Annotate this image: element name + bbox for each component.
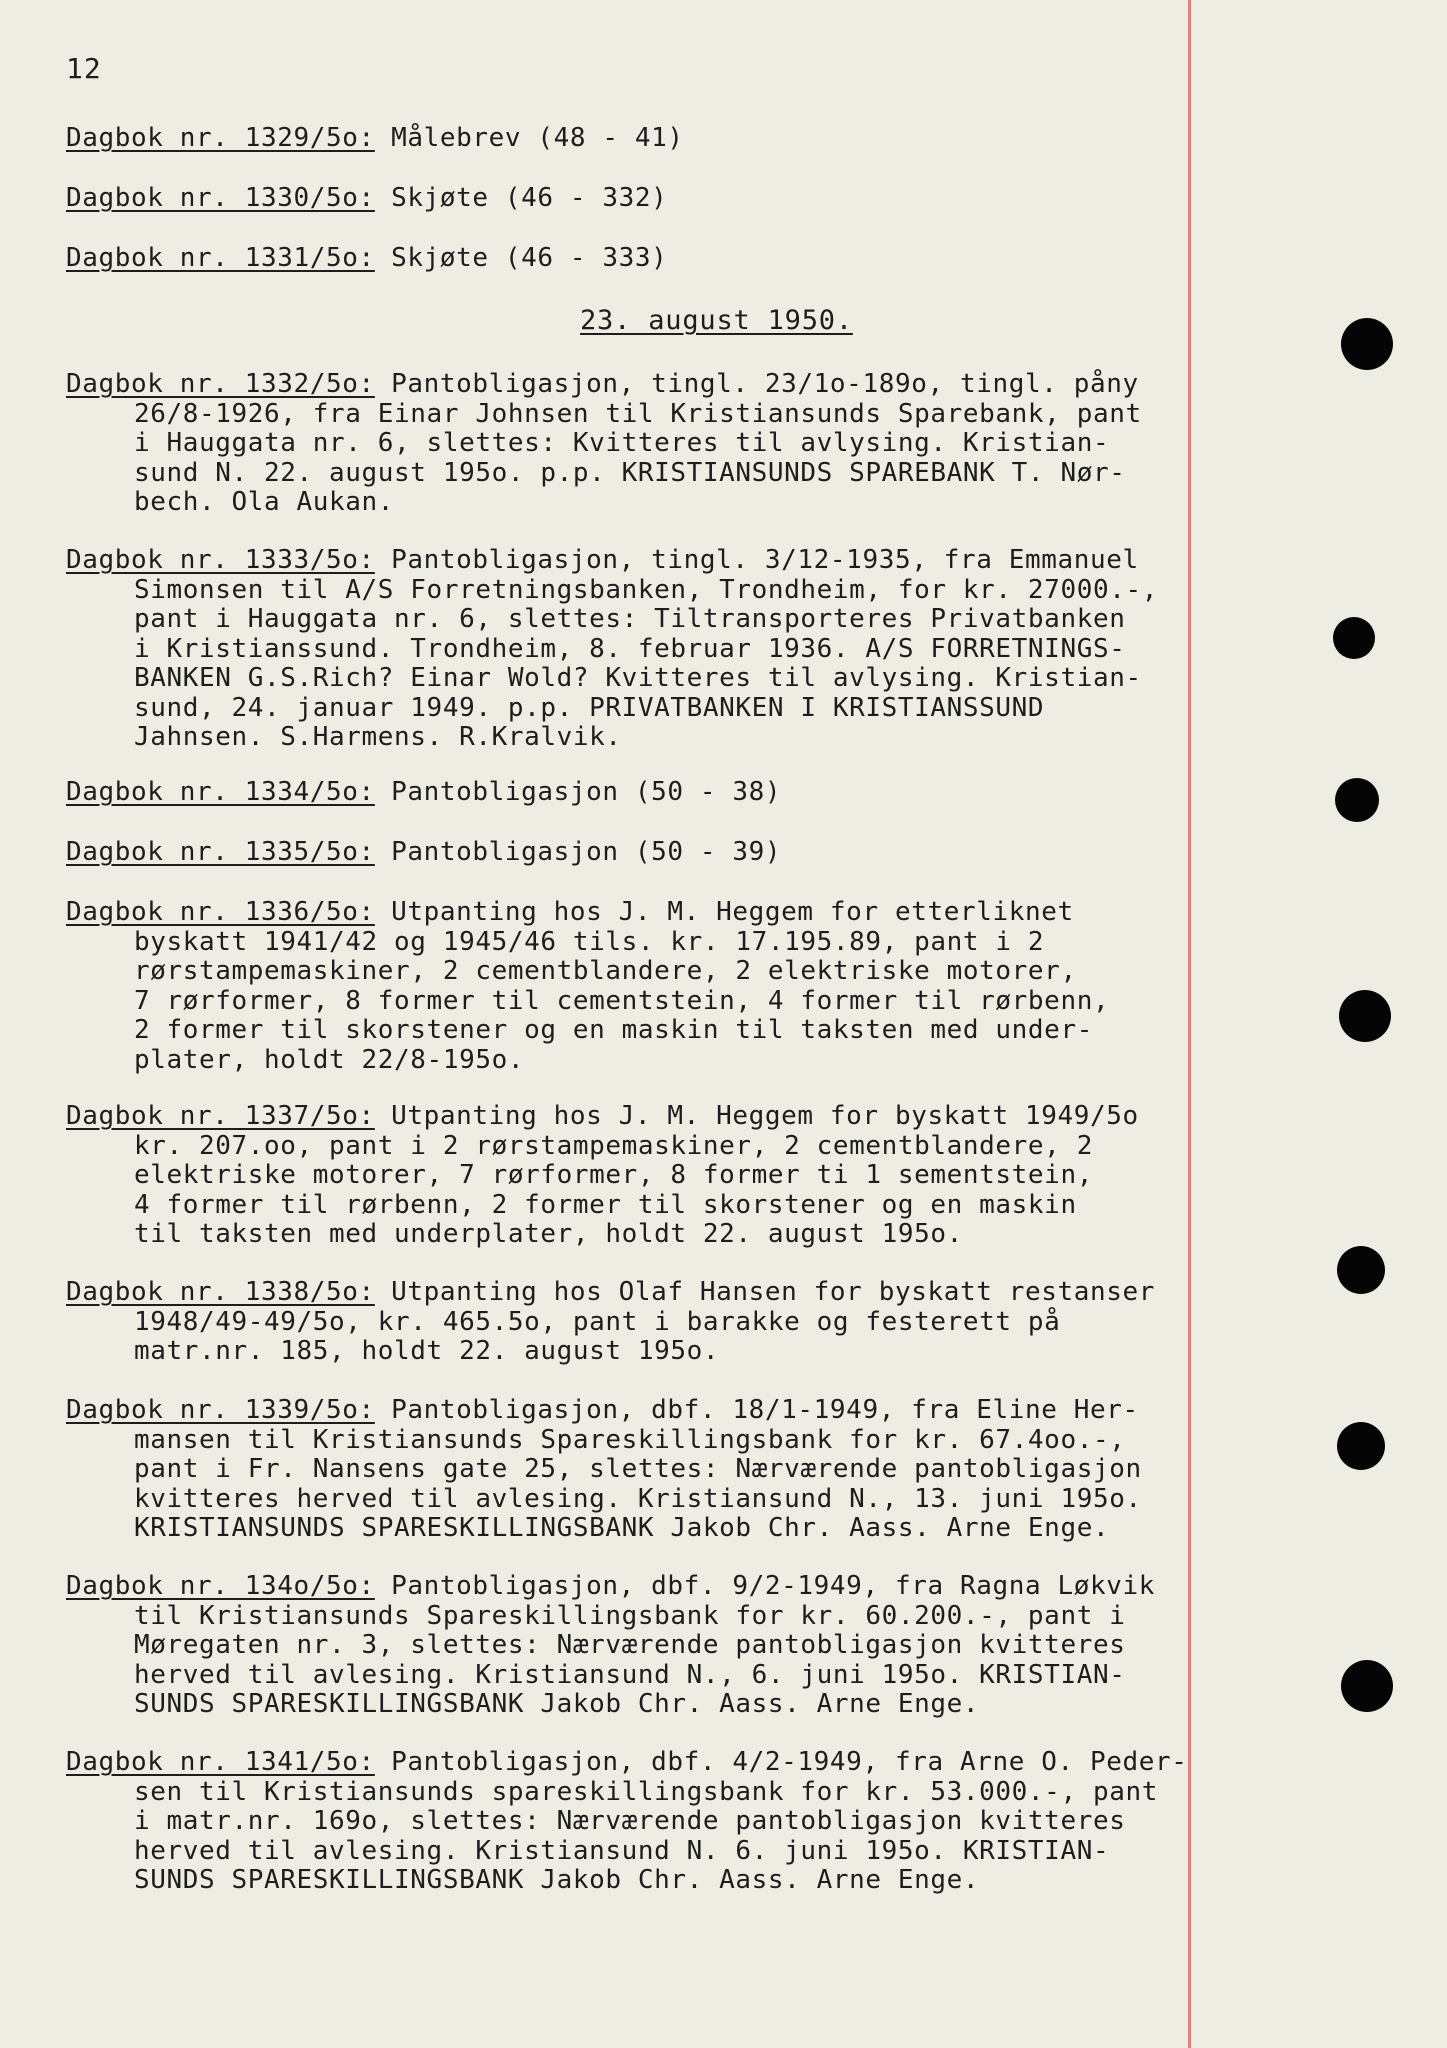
- entry-text: sund N. 22. august 195o. p.p. KRISTIANSUNDS SPAREBANK T. Nør-: [134, 457, 1126, 488]
- entry-text: Pantobligasjon, dbf. 18/1-1949, fra Eline Her-: [391, 1395, 1139, 1425]
- ledger-entry-1332: [66, 370, 1226, 518]
- entry-head: Dagbok nr. 1334/5o:: [66, 777, 375, 807]
- punch-hole: [1337, 1422, 1385, 1470]
- ledger-entry-1339: [66, 1396, 1226, 1544]
- ledger-entry-1331: [66, 244, 1226, 274]
- entry-text: 7 rørformer, 8 former til cementstein, 4 former til rørbenn,: [134, 985, 1110, 1016]
- entry-head: Dagbok nr. 134o/5o:: [66, 1571, 375, 1601]
- entry-text: Utpanting hos J. M. Heggem for byskatt 1949/5o: [391, 1101, 1139, 1131]
- entry-head: Dagbok nr. 1329/5o:: [66, 123, 375, 153]
- date-heading: 23. august 1950.: [580, 305, 853, 336]
- entry-text: pant i Hauggata nr. 6, slettes: Tiltransporteres Privatbanken: [134, 604, 1126, 634]
- entry-text: SUNDS SPARESKILLINGSBANK Jakob Chr. Aass. Arne Enge.: [134, 1689, 980, 1719]
- entry-text: Pantobligasjon, dbf. 4/2-1949, fra Arne O. Peder-: [391, 1747, 1188, 1777]
- entry-text: Skjøte (46 - 332): [391, 183, 668, 213]
- entry-text: 4 former til rørbenn, 2 former til skorstener og en maskin: [134, 1189, 1077, 1220]
- entry-head: Dagbok nr. 1341/5o:: [66, 1747, 375, 1777]
- entry-text: byskatt 1941/42 og 1945/46 tils. kr. 17.195.89, pant i 2: [134, 926, 1045, 957]
- entry-text: SUNDS SPARESKILLINGSBANK Jakob Chr. Aass. Arne Enge.: [134, 1865, 980, 1895]
- entry-text: Pantobligasjon, dbf. 9/2-1949, fra Ragna Løkvik: [391, 1571, 1155, 1601]
- entry-head: Dagbok nr. 1331/5o:: [66, 243, 375, 273]
- entry-text: Pantobligasjon, tingl. 3/12-1935, fra Emmanuel: [391, 545, 1139, 575]
- entry-head: Dagbok nr. 1333/5o:: [66, 545, 375, 575]
- entry-head: Dagbok nr. 1339/5o:: [66, 1395, 375, 1425]
- entry-head: Dagbok nr. 1330/5o:: [66, 183, 375, 213]
- ledger-entry-1338: [66, 1278, 1226, 1367]
- entry-text: Simonsen til A/S Forretningsbanken, Trondheim, for kr. 27000.-,: [134, 574, 1158, 605]
- entry-text: i matr.nr. 169o, slettes: Nærværende pantobligasjon kvitteres: [134, 1806, 1126, 1836]
- entry-text: til taksten med underplater, holdt 22. august 195o.: [134, 1219, 963, 1249]
- ledger-entry-1337: [66, 1102, 1226, 1250]
- entry-text: Utpanting hos Olaf Hansen for byskatt restanser: [391, 1277, 1155, 1307]
- entry-head: Dagbok nr. 1337/5o:: [66, 1101, 375, 1131]
- entry-text: sen til Kristiansunds spareskillingsbank for kr. 53.000.-, pant: [134, 1776, 1158, 1807]
- entry-text: Pantobligasjon (50 - 38): [391, 777, 782, 807]
- entry-text: Pantobligasjon, tingl. 23/1o-189o, tingl. påny: [391, 369, 1139, 399]
- entry-text: 26/8-1926, fra Einar Johnsen til Kristiansunds Sparebank, pant: [134, 398, 1142, 429]
- punch-hole: [1337, 1246, 1385, 1294]
- ledger-entry-1340: [66, 1572, 1226, 1720]
- entry-text: pant i Fr. Nansens gate 25, slettes: Nærværende pantobligasjon: [134, 1454, 1142, 1484]
- entry-text: til Kristiansunds Spareskillingsbank for kr. 60.200.-, pant i: [134, 1600, 1126, 1631]
- entry-head: Dagbok nr. 1335/5o:: [66, 837, 375, 867]
- entry-text: Møregaten nr. 3, slettes: Nærværende pantobligasjon kvitteres: [134, 1630, 1126, 1660]
- entry-text: plater, holdt 22/8-195o.: [134, 1044, 525, 1075]
- entry-text: BANKEN G.S.Rich? Einar Wold? Kvitteres til avlysing. Kristian-: [134, 663, 1142, 693]
- entry-text: elektriske motorer, 7 rørformer, 8 former ti 1 sementstein,: [134, 1160, 1093, 1190]
- ledger-entry-1341: [66, 1748, 1226, 1896]
- entry-text: rørstampemaskiner, 2 cementblandere, 2 elektriske motorer,: [134, 956, 1077, 986]
- entry-text: Målebrev (48 - 41): [391, 123, 684, 153]
- page-number: 12: [66, 52, 102, 85]
- entry-text: i Kristianssund. Trondheim, 8. februar 1936. A/S FORRETNINGS-: [134, 633, 1126, 664]
- punch-hole: [1341, 318, 1393, 370]
- entry-text: Pantobligasjon (50 - 39): [391, 837, 782, 867]
- entry-text: i Hauggata nr. 6, slettes: Kvitteres til avlysing. Kristian-: [134, 428, 1110, 458]
- entry-head: Dagbok nr. 1338/5o:: [66, 1277, 375, 1307]
- entry-text: sund, 24. januar 1949. p.p. PRIVATBANKEN I KRISTIANSSUND: [134, 692, 1045, 723]
- entry-text: mansen til Kristiansunds Spareskillingsbank for kr. 67.4oo.-,: [134, 1424, 1126, 1455]
- entry-head: Dagbok nr. 1332/5o:: [66, 369, 375, 399]
- entry-text: Utpanting hos J. M. Heggem for etterliknet: [391, 897, 1074, 927]
- entry-text: kvitteres herved til avlesing. Kristiansund N., 13. juni 195o.: [134, 1483, 1142, 1514]
- punch-hole: [1341, 1660, 1393, 1712]
- punch-hole: [1339, 990, 1391, 1042]
- punch-hole: [1335, 778, 1379, 822]
- ledger-entry-1336: [66, 898, 1226, 1075]
- entry-text: herved til avlesing. Kristiansund N., 6. juni 195o. KRISTIAN-: [134, 1659, 1126, 1690]
- ledger-entry-1334: [66, 778, 1226, 808]
- ledger-entry-1329: [66, 124, 1226, 154]
- entry-text: kr. 207.oo, pant i 2 rørstampemaskiner, 2 cementblandere, 2: [134, 1130, 1093, 1161]
- ledger-entry-1333: [66, 546, 1226, 753]
- ledger-entry-1335: [66, 838, 1226, 868]
- ledger-entry-1330: [66, 184, 1226, 214]
- punch-hole: [1333, 617, 1375, 659]
- entry-text: matr.nr. 185, holdt 22. august 195o.: [134, 1336, 720, 1366]
- entry-text: 1948/49-49/5o, kr. 465.5o, pant i barakke og festerett på: [134, 1306, 1061, 1337]
- entry-text: Jahnsen. S.Harmens. R.Kralvik.: [134, 722, 622, 752]
- entry-text: bech. Ola Aukan.: [134, 487, 395, 517]
- entry-head: Dagbok nr. 1336/5o:: [66, 897, 375, 927]
- entry-text: herved til avlesing. Kristiansund N. 6. juni 195o. KRISTIAN-: [134, 1835, 1110, 1866]
- entry-text: KRISTIANSUNDS SPARESKILLINGSBANK Jakob Chr. Aass. Arne Enge.: [134, 1513, 1110, 1543]
- entry-text: 2 former til skorstener og en maskin til taksten med under-: [134, 1015, 1093, 1045]
- entry-text: Skjøte (46 - 333): [391, 243, 668, 273]
